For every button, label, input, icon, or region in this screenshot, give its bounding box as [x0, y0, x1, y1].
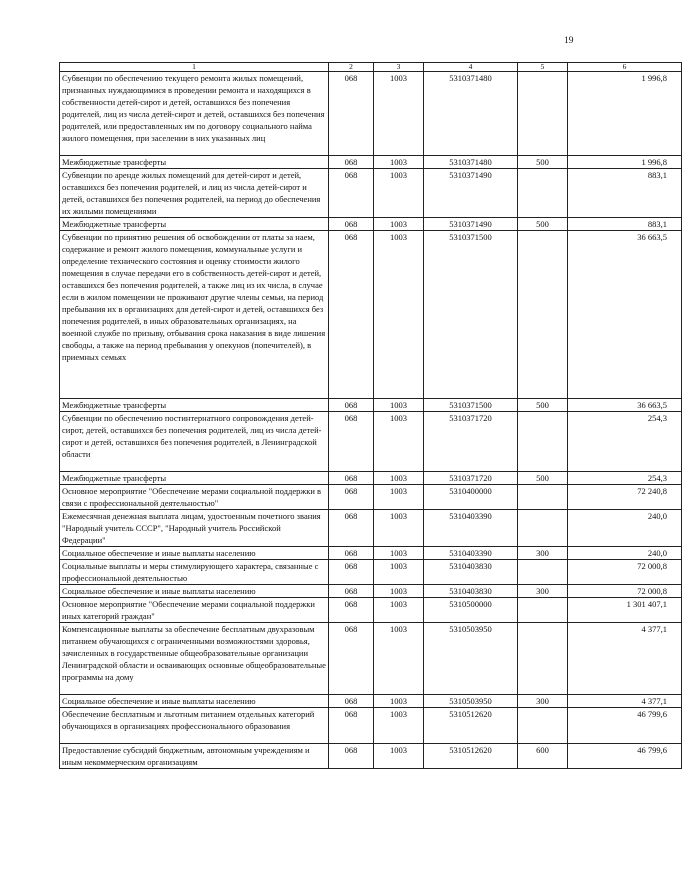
row-name-cell: Межбюджетные трансферты: [60, 399, 329, 412]
table-row: [60, 708, 682, 744]
table-row: [60, 472, 682, 485]
row-col-3-cell: 1003: [374, 585, 424, 598]
row-col-5-cell: 600: [518, 744, 568, 769]
row-col-5-cell: 500: [518, 399, 568, 412]
row-col-2-cell: 068: [329, 510, 374, 547]
row-col-3-cell: 1003: [374, 708, 424, 744]
row-name-cell: Субвенции по принятию решения об освобождении от платы за наем, содержание и ремонт жилого помещения, коммунальные услуги и определение технического состояния и оценку стоимости жилого помещения в случае передачи его в собственность детей-сирот и детей, оставшихся без попечения родителей, а также лиц из их числа, в случае если в жилом помещении не проживают другие члены семьи, на период пребывания их в организациях для детей-сирот и детей, оставшихся без попечения родителей, в иных образовательных организациях, на военной службе по призыву, отбывания срока наказания в виде лишения свободы, а также на период пребывания у опекунов (попечителей), в приемных семьях: [60, 231, 329, 399]
row-col-4-cell: 5310371480: [424, 156, 518, 169]
row-col-5-cell: [518, 598, 568, 623]
row-col-6-cell: 36 663,5: [568, 399, 682, 412]
row-col-6-cell: 46 799,6: [568, 744, 682, 769]
row-col-4-cell: 5310371720: [424, 472, 518, 485]
row-col-2-cell: 068: [329, 156, 374, 169]
row-col-5-cell: 500: [518, 156, 568, 169]
row-col-2-cell: 068: [329, 695, 374, 708]
row-col-3-cell: 1003: [374, 399, 424, 412]
table-row: [60, 598, 682, 623]
table-row: [60, 156, 682, 169]
row-col-6-cell: 240,0: [568, 510, 682, 547]
row-col-6-cell: 36 663,5: [568, 231, 682, 399]
row-col-6-cell: 72 240,8: [568, 485, 682, 510]
row-name-cell: Субвенции по обеспечению постинтернатного сопровождения детей-сирот, детей, оставшихся без попечения родителей, лиц из числа детей-сирот и детей, оставшихся без попечения родителей, в Ленинградской области: [60, 412, 329, 472]
row-col-2-cell: 068: [329, 72, 374, 156]
header-col-4: 4: [424, 63, 518, 72]
row-col-4-cell: 5310371490: [424, 169, 518, 218]
row-col-6-cell: 1 301 407,1: [568, 598, 682, 623]
row-name-cell: Социальные выплаты и меры стимулирующего характера, связанные с профессиональной деятельностью: [60, 560, 329, 585]
row-name-cell: Субвенции по обеспечению текущего ремонта жилых помещений, признанных нуждающимися в проведении ремонта и находящихся в собственности детей-сирот и детей, оставшихся без попечения родителей, лиц из числа детей-сирот и детей, оставшихся без попечения родителей, или предоставленных им по договору социального найма жилого помещения, при заселении в них указанных лиц: [60, 72, 329, 156]
row-col-2-cell: 068: [329, 708, 374, 744]
row-col-6-cell: 254,3: [568, 472, 682, 485]
row-col-4-cell: 5310503950: [424, 695, 518, 708]
row-col-5-cell: [518, 560, 568, 585]
row-col-6-cell: 72 000,8: [568, 560, 682, 585]
table-row: [60, 695, 682, 708]
row-col-3-cell: 1003: [374, 412, 424, 472]
row-name-cell: Субвенции по аренде жилых помещений для детей-сирот и детей, оставшихся без попечения родителей, и лиц из числа детей-сирот и детей, оставшихся без попечения родителей, на период до обеспечения их жилыми помещениями: [60, 169, 329, 218]
row-col-5-cell: [518, 510, 568, 547]
row-col-5-cell: 300: [518, 585, 568, 598]
row-col-6-cell: 254,3: [568, 412, 682, 472]
row-col-3-cell: 1003: [374, 156, 424, 169]
row-col-6-cell: 72 000,8: [568, 585, 682, 598]
row-col-5-cell: [518, 412, 568, 472]
row-col-6-cell: 883,1: [568, 169, 682, 218]
row-col-5-cell: [518, 485, 568, 510]
row-col-4-cell: 5310512620: [424, 744, 518, 769]
row-col-4-cell: 5310403830: [424, 560, 518, 585]
row-col-3-cell: 1003: [374, 218, 424, 231]
row-col-2-cell: 068: [329, 744, 374, 769]
row-col-3-cell: 1003: [374, 744, 424, 769]
row-col-4-cell: 5310371720: [424, 412, 518, 472]
header-col-5: 5: [518, 63, 568, 72]
row-col-6-cell: 1 996,8: [568, 72, 682, 156]
row-col-5-cell: 300: [518, 695, 568, 708]
row-col-2-cell: 068: [329, 485, 374, 510]
table-row: [60, 623, 682, 695]
row-col-5-cell: [518, 708, 568, 744]
row-col-6-cell: 883,1: [568, 218, 682, 231]
row-col-2-cell: 068: [329, 585, 374, 598]
row-col-4-cell: 5310503950: [424, 623, 518, 695]
row-col-2-cell: 068: [329, 412, 374, 472]
row-col-3-cell: 1003: [374, 623, 424, 695]
header-col-6: 6: [568, 63, 682, 72]
row-name-cell: Межбюджетные трансферты: [60, 472, 329, 485]
row-col-3-cell: 1003: [374, 472, 424, 485]
row-col-4-cell: 5310371500: [424, 231, 518, 399]
header-col-1: 1: [60, 63, 329, 72]
row-name-cell: Предоставление субсидий бюджетным, автономным учреждениям и иным некоммерческим организациям: [60, 744, 329, 769]
row-col-2-cell: 068: [329, 218, 374, 231]
row-name-cell: Основное мероприятие "Обеспечение мерами социальной поддержки иных категорий граждан": [60, 598, 329, 623]
table-row: [60, 547, 682, 560]
table-row: [60, 412, 682, 472]
table-body: [60, 72, 682, 769]
row-col-3-cell: 1003: [374, 695, 424, 708]
row-name-cell: Ежемесячная денежная выплата лицам, удостоенным почетного звания "Народный учитель СССР", "Народный учитель Российской Федерации": [60, 510, 329, 547]
row-name-cell: Компенсационные выплаты за обеспечение бесплатным двухразовым питанием обучающихся с ограниченными возможностями здоровья, зачисленных в государственные общеобразовательные организации Ленинградской области и осваивающих основные общеобразовательные программы на дому: [60, 623, 329, 695]
row-col-5-cell: [518, 231, 568, 399]
row-col-4-cell: 5310371500: [424, 399, 518, 412]
row-name-cell: Межбюджетные трансферты: [60, 156, 329, 169]
table-row: [60, 744, 682, 769]
header-col-3: 3: [374, 63, 424, 72]
row-col-4-cell: 5310371480: [424, 72, 518, 156]
row-col-2-cell: 068: [329, 547, 374, 560]
row-col-3-cell: 1003: [374, 169, 424, 218]
table-row: [60, 485, 682, 510]
row-col-5-cell: [518, 623, 568, 695]
header-col-2: 2: [329, 63, 374, 72]
row-col-2-cell: 068: [329, 399, 374, 412]
row-col-5-cell: 300: [518, 547, 568, 560]
row-col-3-cell: 1003: [374, 560, 424, 585]
row-col-6-cell: 240,0: [568, 547, 682, 560]
row-col-6-cell: 4 377,1: [568, 695, 682, 708]
row-col-3-cell: 1003: [374, 485, 424, 510]
row-col-6-cell: 4 377,1: [568, 623, 682, 695]
table-row: [60, 510, 682, 547]
row-col-6-cell: 1 996,8: [568, 156, 682, 169]
row-col-4-cell: 5310403390: [424, 547, 518, 560]
row-col-3-cell: 1003: [374, 598, 424, 623]
row-col-4-cell: 5310400000: [424, 485, 518, 510]
row-col-4-cell: 5310403830: [424, 585, 518, 598]
row-col-4-cell: 5310371490: [424, 218, 518, 231]
row-name-cell: Основное мероприятие "Обеспечение мерами социальной поддержки в связи с профессиональной деятельностью": [60, 485, 329, 510]
row-col-4-cell: 5310512620: [424, 708, 518, 744]
row-col-5-cell: [518, 72, 568, 156]
row-col-2-cell: 068: [329, 560, 374, 585]
table-row: [60, 560, 682, 585]
row-col-6-cell: 46 799,6: [568, 708, 682, 744]
row-name-cell: Социальное обеспечение и иные выплаты населению: [60, 585, 329, 598]
row-col-3-cell: 1003: [374, 231, 424, 399]
table-row: [60, 169, 682, 218]
row-col-2-cell: 068: [329, 472, 374, 485]
row-col-2-cell: 068: [329, 598, 374, 623]
row-col-4-cell: 5310500000: [424, 598, 518, 623]
row-name-cell: Социальное обеспечение и иные выплаты населению: [60, 695, 329, 708]
table-row: [60, 585, 682, 598]
row-col-5-cell: 500: [518, 472, 568, 485]
row-col-5-cell: [518, 169, 568, 218]
table-header-row: [60, 63, 682, 72]
row-col-3-cell: 1003: [374, 547, 424, 560]
row-col-2-cell: 068: [329, 169, 374, 218]
row-name-cell: Обеспечение бесплатным и льготным питанием отдельных категорий обучающихся в организациях профессионального образования: [60, 708, 329, 744]
table-row: [60, 72, 682, 156]
row-col-3-cell: 1003: [374, 72, 424, 156]
row-col-4-cell: 5310403390: [424, 510, 518, 547]
row-col-5-cell: 500: [518, 218, 568, 231]
row-name-cell: Социальное обеспечение и иные выплаты населению: [60, 547, 329, 560]
row-col-2-cell: 068: [329, 623, 374, 695]
table-row: [60, 218, 682, 231]
budget-table: [59, 62, 682, 769]
row-name-cell: Межбюджетные трансферты: [60, 218, 329, 231]
page-number: 19: [564, 36, 574, 46]
table-row: [60, 231, 682, 399]
table-row: [60, 399, 682, 412]
row-col-3-cell: 1003: [374, 510, 424, 547]
row-col-2-cell: 068: [329, 231, 374, 399]
